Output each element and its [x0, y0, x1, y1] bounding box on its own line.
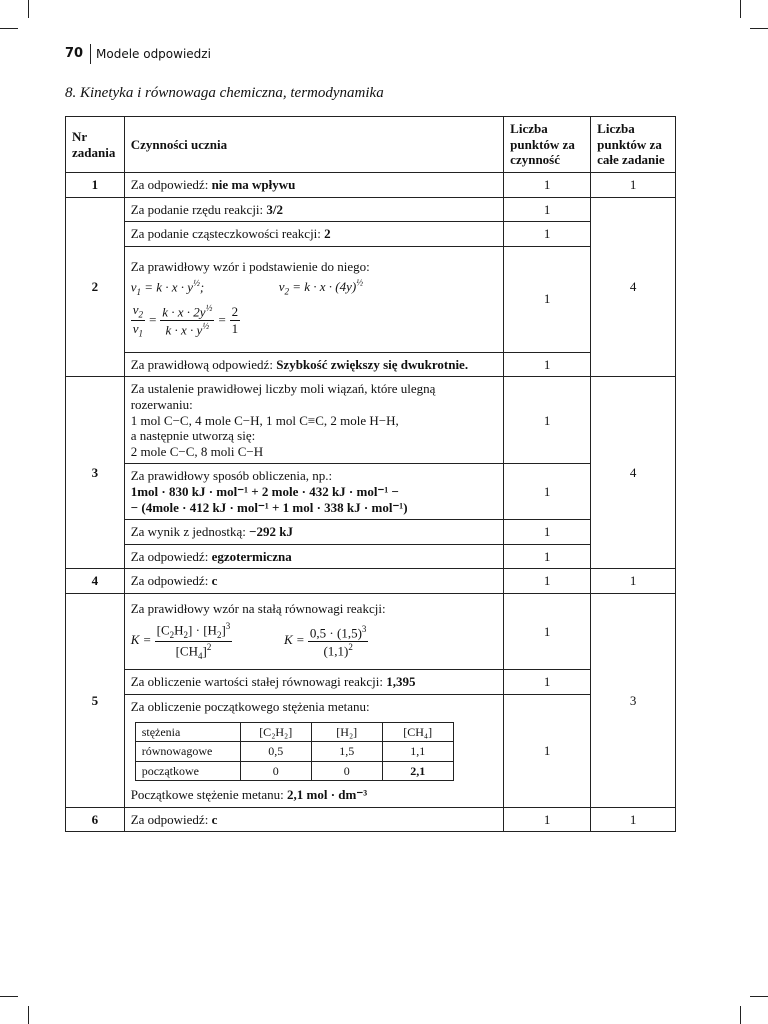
activity-cell [124, 246, 503, 352]
table-row [66, 377, 676, 464]
table-row [66, 807, 676, 832]
total-points-cell: 4 [591, 377, 676, 569]
activity-text: Za obliczenie początkowego stężenia metanu: [130, 698, 370, 714]
table-row [66, 569, 676, 594]
crop-mark [0, 996, 18, 997]
table-row [66, 246, 676, 352]
task-number: 1 [66, 173, 125, 198]
table-cell: [C₂H₂] [240, 723, 311, 742]
total-points-cell: 1 [591, 807, 676, 832]
crop-mark [28, 0, 29, 18]
table-row [66, 464, 676, 520]
answer-table [65, 116, 676, 832]
activity-text: Za prawidłowy wzór i podstawienie do niego: [130, 259, 370, 275]
points-cell: 1 [504, 246, 591, 352]
table-cell: 0 [311, 761, 382, 780]
crop-mark [28, 1006, 29, 1024]
points-cell: 1 [504, 464, 591, 520]
table-row [66, 352, 676, 377]
answer-text: −292 kJ [249, 524, 294, 540]
activity-text: Za odpowiedź: [130, 811, 209, 827]
activity-cell [124, 173, 503, 198]
table-header-row [66, 117, 676, 173]
table-cell: 0,5 [240, 742, 311, 761]
total-points-cell: 1 [591, 569, 676, 594]
total-points-cell: 3 [591, 593, 676, 807]
rate-ratio-formula: $\frac{v_2}{v_1}$ = $\frac{k \cdot x \cdot 2y^{\frac{1}{2}}}{k \cdot x \cdot y^{\frac{1}{2}}}$ = $\frac{2}{1}$ [132, 301, 239, 339]
answer-text: 1,395 [386, 673, 416, 689]
table-cell: równowagowe [135, 742, 240, 761]
header-points-activity: Liczba punktów za czynność [504, 117, 591, 173]
activity-text: a następnie utworzą się: [130, 428, 256, 444]
crop-mark [750, 28, 768, 29]
table-row [66, 694, 676, 807]
table-row [66, 544, 676, 569]
rate-formula: $v_1 = k \cdot x \cdot y^{\frac{1}{2}}$; $v_2 = k \cdot x \cdot (4y)^{\frac{1}{2}}$ [130, 277, 363, 297]
activity-text: Za prawidłową odpowiedź: [130, 356, 273, 372]
activity-cell [124, 222, 503, 247]
equilibrium-formula: K = $\frac{[C_2H_2] \cdot [H_2]^3}{[CH_4]^2}$ K = $\frac{0,5 \cdot (1,5)^3}{(1,1)^2}$ [130, 620, 367, 661]
points-cell: 1 [504, 377, 591, 464]
activity-text: Za wynik z jednostką: [130, 524, 246, 540]
activity-cell [124, 669, 503, 694]
activity-cell [124, 377, 503, 464]
activity-text: Początkowe stężenie metanu: [130, 787, 284, 803]
activity-cell [124, 464, 503, 520]
points-cell: 1 [504, 544, 591, 569]
activity-cell [124, 544, 503, 569]
table-row [66, 197, 676, 222]
task-number: 5 [66, 593, 125, 807]
header-activity: Czynności ucznia [124, 117, 503, 173]
header-nr: Nr zadania [66, 117, 125, 173]
activity-cell [124, 520, 503, 545]
page-number: 70 [65, 46, 84, 61]
crop-mark [0, 28, 18, 29]
crop-mark [740, 1006, 741, 1024]
calculation-line: − (4mole · 412 kJ · mol⁻¹ + 1 mol · 338 kJ · mol⁻¹) [130, 499, 408, 515]
result-line [131, 787, 497, 803]
task-number: 2 [66, 197, 125, 377]
table-row [135, 723, 453, 742]
points-cell: 1 [504, 593, 591, 669]
activity-text: Za prawidłowy wzór na stałą równowagi reakcji: [130, 601, 386, 617]
bonds-broken-text: 1 mol C−C, 4 mole C−H, 1 mol C≡C, 2 mole H−H, [130, 412, 399, 428]
activity-cell [124, 694, 503, 807]
table-row [66, 173, 676, 198]
task-number: 6 [66, 807, 125, 832]
total-points-cell: 4 [591, 197, 676, 377]
concentration-table [135, 722, 454, 781]
answer-text: c [211, 573, 218, 589]
activity-text: Za obliczenie wartości stałej równowagi reakcji: [130, 673, 384, 689]
header-separator [90, 44, 91, 64]
activity-cell [124, 807, 503, 832]
header-title: Modele odpowiedzi [96, 47, 211, 61]
activity-text: Za odpowiedź: [130, 573, 209, 589]
crop-mark [750, 996, 768, 997]
activity-cell [124, 352, 503, 377]
answer-text: 2 [324, 226, 331, 242]
table-cell: [CH₄] [382, 723, 453, 742]
points-cell: 1 [504, 669, 591, 694]
table-cell: 2,1 [382, 761, 453, 780]
points-cell: 1 [504, 569, 591, 594]
activity-cell [124, 593, 503, 669]
points-cell: 1 [504, 173, 591, 198]
points-cell: 1 [504, 222, 591, 247]
table-row [66, 669, 676, 694]
answer-text: 2,1 mol · dm⁻³ [287, 787, 368, 803]
table-cell: 1,1 [382, 742, 453, 761]
activity-text: Za ustalenie prawidłowej liczby moli wiązań, które ulegną rozerwaniu: [130, 381, 436, 412]
table-cell: 1,5 [311, 742, 382, 761]
answer-text: Szybkość zwiększy się dwukrotnie. [276, 356, 469, 372]
points-cell: 1 [504, 807, 591, 832]
total-points-cell: 1 [591, 173, 676, 198]
activity-text: Za podanie cząsteczkowości reakcji: [130, 226, 321, 242]
activity-cell [124, 197, 503, 222]
table-row [66, 222, 676, 247]
task-number: 4 [66, 569, 125, 594]
table-row [66, 520, 676, 545]
table-cell: 0 [240, 761, 311, 780]
points-cell: 1 [504, 197, 591, 222]
task-number: 3 [66, 377, 125, 569]
activity-text: Za odpowiedź: [130, 177, 209, 192]
header-points-task: Liczba punktów za całe zadanie [591, 117, 676, 173]
table-row [135, 761, 453, 780]
table-row [135, 742, 453, 761]
table-cell: stężenia [135, 723, 240, 742]
points-cell: 1 [504, 694, 591, 807]
answer-text: nie ma wpływu [211, 177, 296, 192]
calculation-line: 1mol · 830 kJ · mol⁻¹ + 2 mole · 432 kJ · mol⁻¹ − [130, 483, 399, 499]
activity-text: Za odpowiedź: [130, 548, 209, 564]
points-cell: 1 [504, 352, 591, 377]
activity-text: Za prawidłowy sposób obliczenia, np.: [130, 468, 333, 484]
activity-cell [124, 569, 503, 594]
table-row [66, 593, 676, 669]
table-cell: początkowe [135, 761, 240, 780]
crop-mark [740, 0, 741, 18]
answer-text: c [211, 811, 218, 827]
activity-text: Za podanie rzędu reakcji: [130, 201, 264, 217]
table-cell: [H₂] [311, 723, 382, 742]
bonds-formed-text: 2 mole C−C, 8 moli C−H [130, 443, 264, 459]
section-title: 8. Kinetyka i równowaga chemiczna, termodynamika [65, 85, 384, 101]
answer-text: egzotermiczna [211, 548, 292, 564]
points-cell: 1 [504, 520, 591, 545]
answer-text: 3/2 [266, 201, 284, 217]
